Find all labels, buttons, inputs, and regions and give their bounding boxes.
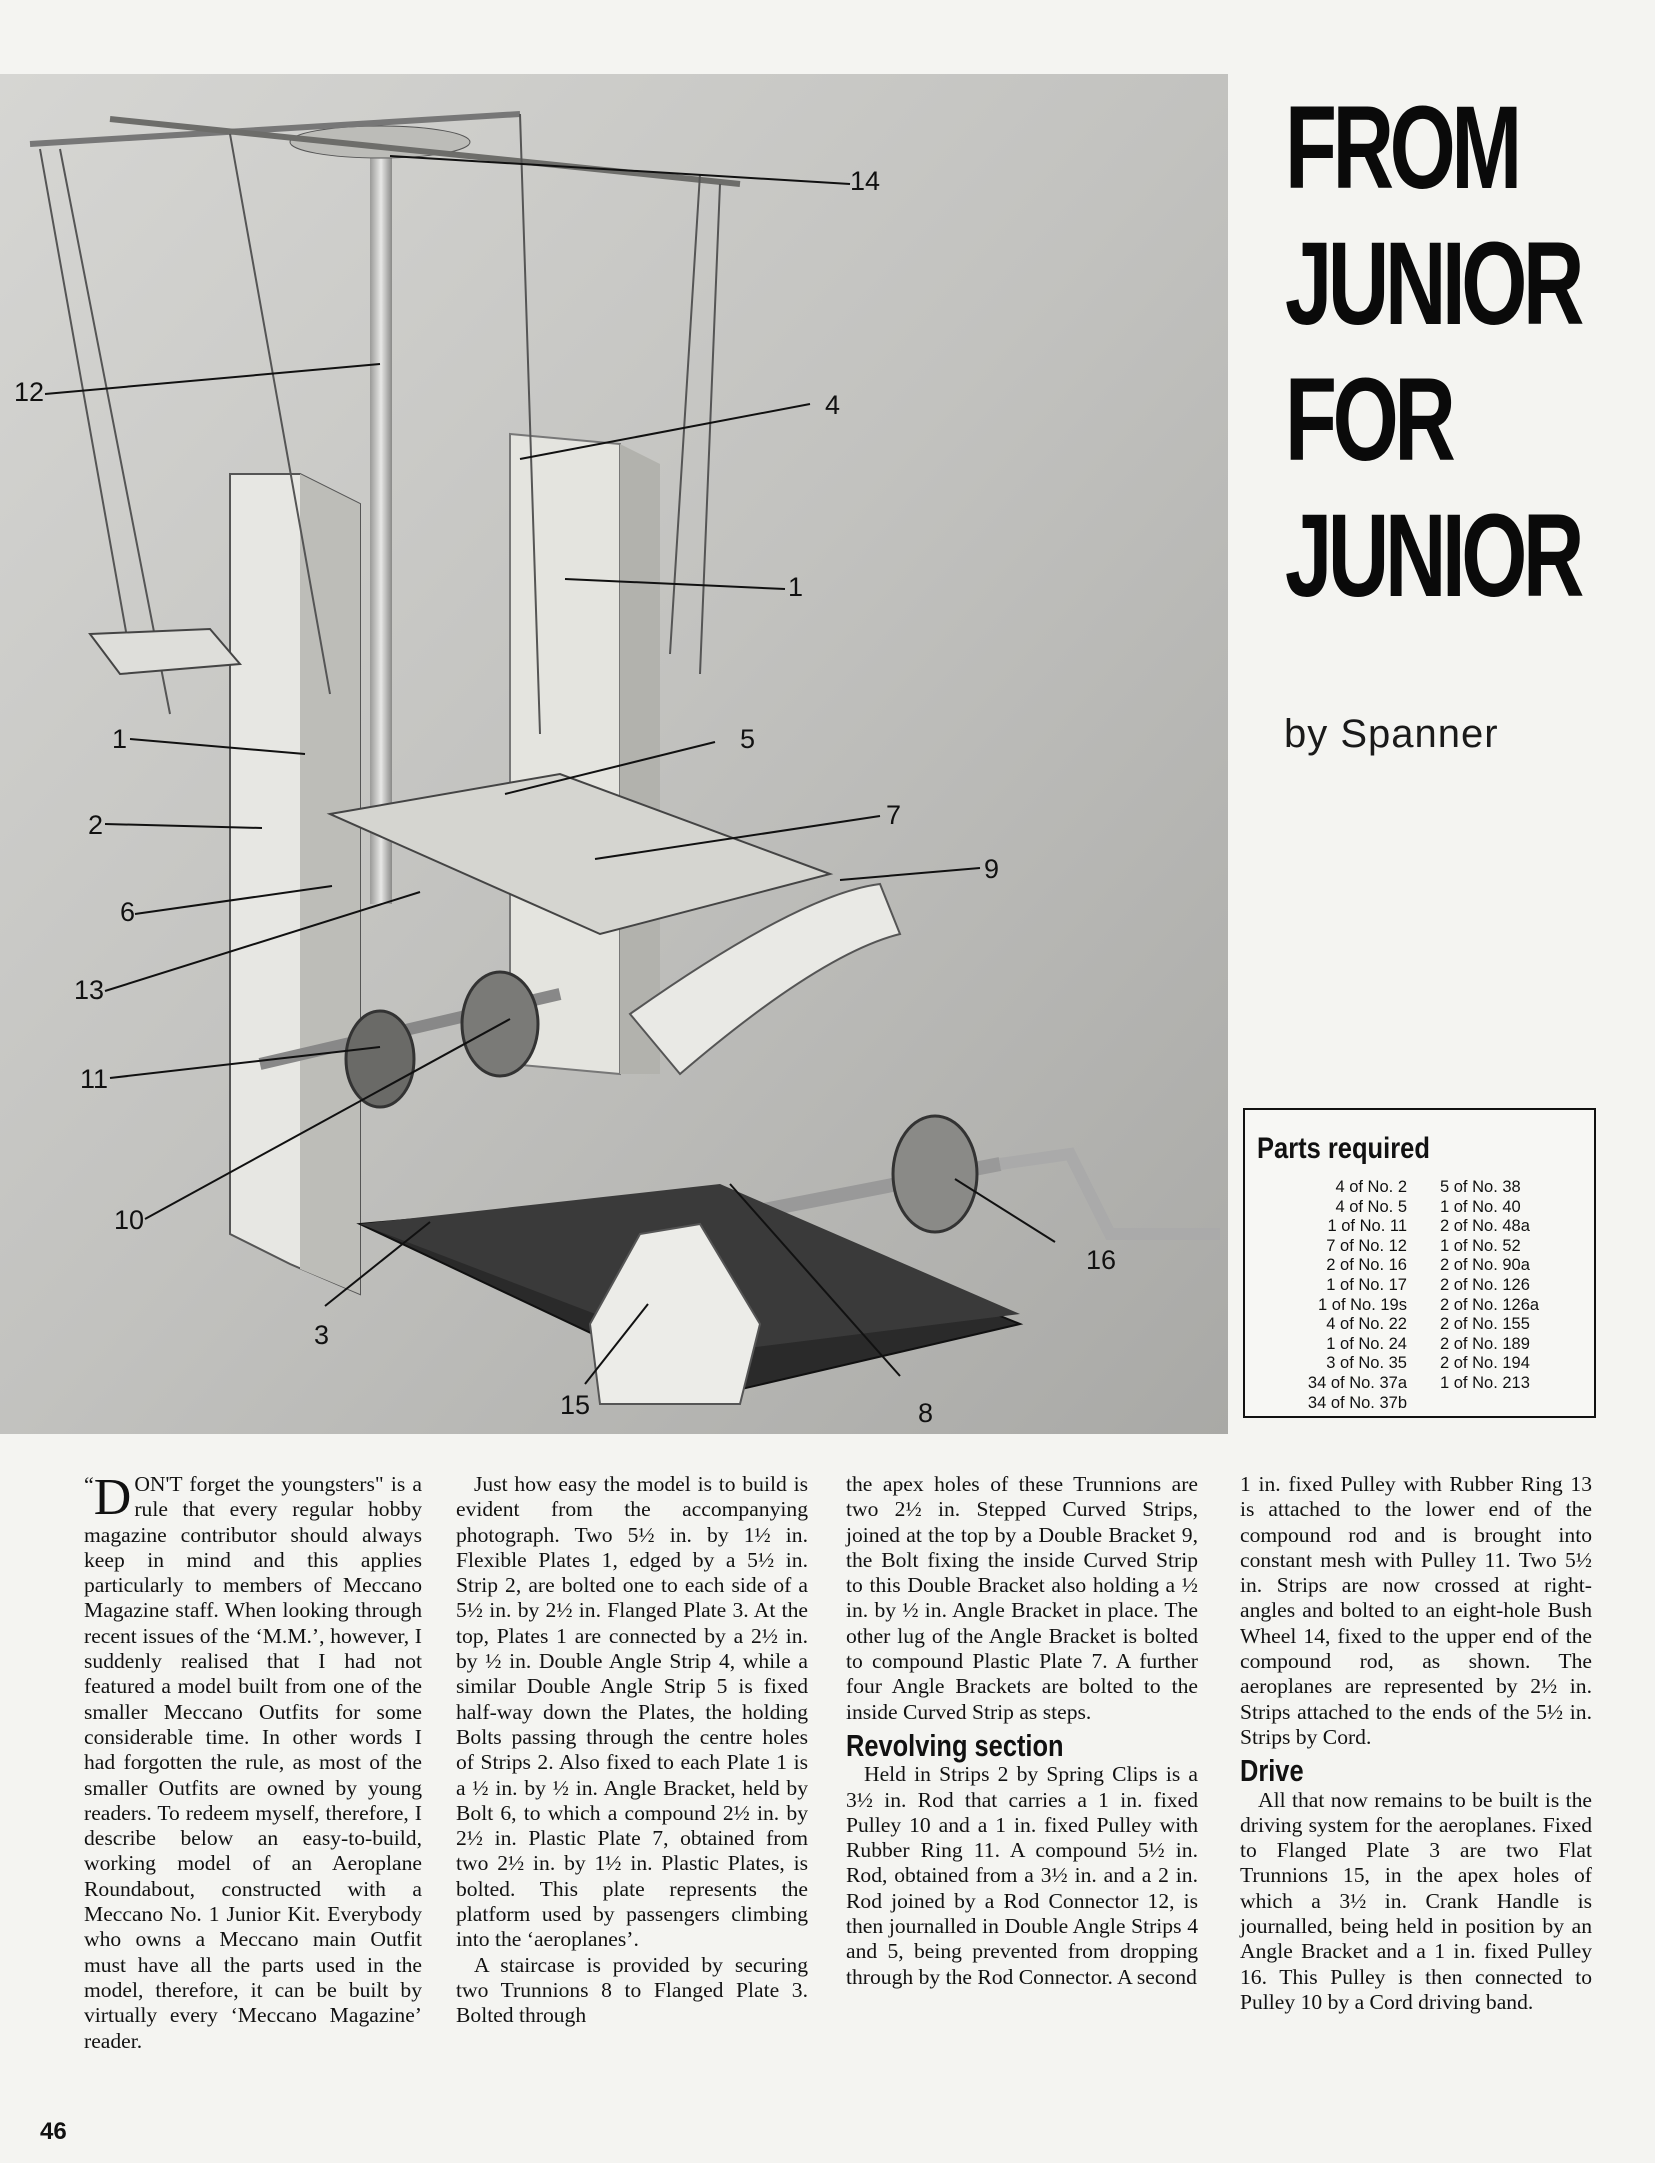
callout-13: 13 [74, 975, 105, 1005]
parts-item: 1 of No. 40 [1440, 1197, 1521, 1216]
callout-3: 3 [314, 1320, 330, 1350]
parts-item: 1 of No. 19s [1318, 1295, 1407, 1314]
callout-5: 5 [740, 724, 756, 754]
headline-line-1: FROM [1285, 82, 1518, 214]
article-paragraph-6: 1 in. fixed Pulley with Rubber Ring 13 is attached to the lower end of the compound rod and is brought into constant mesh with Pulley 11. Two 5½ in. Strips are now crossed at right-angles and bolted to an eight-hole Bush Wheel 14, fixed to the upper end of the compound rod, as shown. The aeroplanes are represented by 2½ in. Strips attached to the ends of the 5½ in. Strips by Cord. [1240, 1472, 1592, 1749]
parts-item: 2 of No. 126a [1440, 1295, 1540, 1314]
article-paragraph-5: Held in Strips 2 by Spring Clips is a 3½ in. Rod that carries a 1 in. fixed Pulley 10 and a 1 in. fixed Pulley with Rubber Ring 11. A compound 5½ in. Rod, obtained from a 3½ in. and a 2 in. Rod joined by a Rod Connector 12, is then journalled in Double Angle Strips 4 and 5, being prevented from dropping through by the Rod Connector. A second [846, 1762, 1198, 1989]
callout-16: 16 [1086, 1245, 1117, 1275]
callout-8: 8 [918, 1398, 934, 1428]
drop-cap: D [93, 1469, 132, 1526]
parts-item: 2 of No. 189 [1440, 1334, 1530, 1353]
headline-line-3: FOR [1285, 354, 1452, 486]
parts-item: 34 of No. 37a [1307, 1373, 1407, 1392]
parts-item: 1 of No. 17 [1326, 1275, 1407, 1294]
parts-item: 2 of No. 155 [1440, 1315, 1530, 1334]
callout-9: 9 [984, 854, 1000, 884]
open-quote: “ [84, 1472, 94, 1497]
callout-14: 14 [850, 166, 881, 196]
headline-line-2: JUNIOR [1285, 218, 1581, 350]
section-heading-drive: Drive [1240, 1753, 1304, 1789]
parts-title: Parts required [1257, 1132, 1430, 1165]
article-paragraph-2: Just how easy the model is to build is evident from the accompanying photograph. Two 5½ in. by 1½ in. Flexible Plates 1, edged by a 5½ in. Strip 2, are bolted one to each side of a 5½ in. by 2½ in. Flanged Plate 3. At the top, Plates 1 are connected by a 2½ in. by ½ in. Double Angle Strip 4, while a similar Double Angle Strip 5 is fixed half-way down the Plates, the holding Bolts passing through the centre holes of Strips 2. Also fixed to each Plate 1 is a ½ in. by ½ in. Angle Bracket, held by Bolt 6, to which a compound 2½ in. by 2½ in. Plastic Plate 7, obtained from two 2½ in. by 1½ in. Plastic Plates, is bolted. This plate represents the platform used by passengers climbing into the ‘aeroplanes’. [456, 1472, 808, 1952]
callout-1-left: 1 [112, 724, 128, 754]
parts-item: 1 of No. 52 [1440, 1236, 1521, 1255]
byline: by Spanner [1284, 712, 1499, 756]
callout-10: 10 [114, 1205, 145, 1235]
callout-12: 12 [14, 377, 45, 407]
callout-6: 6 [120, 897, 136, 927]
article-column-3 [846, 1472, 1198, 1990]
parts-item: 34 of No. 37b [1307, 1393, 1407, 1412]
paragraph-text: ON'T forget the youngsters" is a rule that every regular hobby magazine contributor should always keep in mind and this applies particularly to members of Meccano Magazine staff. When looking through recent issues of the ‘M.M.’, however, I suddenly realised that I had not featured a model built from one of the smaller Meccano Outfits for some considerable time. In other words I had forgotten the rule, as most of the smaller Outfits are owned by young readers. To redeem myself, therefore, I describe below an easy-to-build, working model of an Aeroplane Roundabout, constructed with a Meccano No. 1 Junior Kit. Everybody who owns a Meccano main Outfit must have all the parts used in the model, therefore, it can be built by virtually every ‘Meccano Magazine’ reader. [84, 1472, 422, 2053]
article-column-2 [456, 1472, 808, 2029]
callout-1-right: 1 [788, 572, 804, 602]
headline-line-4: JUNIOR [1285, 490, 1581, 622]
parts-item: 4 of No. 5 [1335, 1197, 1407, 1216]
parts-item: 2 of No. 48a [1440, 1217, 1530, 1236]
parts-item: 3 of No. 35 [1326, 1354, 1407, 1373]
parts-item: 2 of No. 194 [1440, 1354, 1530, 1373]
article-headline [1285, 80, 1581, 624]
page-number: 46 [40, 2118, 67, 2145]
article-paragraph-7: All that now remains to be built is the driving system for the aeroplanes. Fixed to Flanged Plate 3 are two Flat Trunnions 15, in the apex holes of which a 3½ in. Crank Handle is journalled, being held in position by an Angle Bracket and a 1 in. fixed Pulley 16. This Pulley is then connected to Pulley 10 by a Cord driving band. [1240, 1787, 1592, 2014]
parts-required-box [1243, 1108, 1596, 1418]
parts-item: 1 of No. 24 [1326, 1334, 1407, 1353]
model-photograph [0, 74, 1228, 1434]
parts-item: 2 of No. 90a [1440, 1256, 1530, 1275]
section-heading-revolving: Revolving section [846, 1727, 1064, 1763]
parts-item: 5 of No. 38 [1440, 1178, 1521, 1196]
article-paragraph-1 [84, 1469, 422, 2054]
callout-7: 7 [886, 800, 902, 830]
parts-column-1 [1257, 1178, 1407, 1413]
callout-15: 15 [560, 1390, 591, 1420]
parts-item: 4 of No. 2 [1335, 1178, 1407, 1196]
parts-item: 2 of No. 16 [1326, 1256, 1407, 1275]
callout-2: 2 [88, 810, 104, 840]
article-paragraph-3: A staircase is provided by securing two Trunnions 8 to Flanged Plate 3. Bolted through [456, 1952, 808, 2028]
parts-item: 4 of No. 22 [1326, 1315, 1407, 1334]
parts-item: 7 of No. 12 [1326, 1236, 1407, 1255]
article-column-4 [1240, 1472, 1592, 2015]
parts-column-2 [1440, 1178, 1539, 1394]
article-paragraph-4: the apex holes of these Trunnions are two 2½ in. Stepped Curved Strips, joined at the top by a Double Bracket 9, the Bolt fixing the inside Curved Strip to this Double Bracket also holding a ½ in. by ½ in. Angle Bracket in place. The other lug of the Angle Bracket is bolted to compound Plastic Plate 7. A further four Angle Brackets are bolted to the inside Curved Strip as steps. [846, 1472, 1198, 1724]
callout-4: 4 [825, 390, 841, 420]
callout-11: 11 [80, 1064, 109, 1094]
article-column-1 [84, 1469, 422, 2054]
parts-item: 1 of No. 213 [1440, 1373, 1530, 1392]
parts-item: 1 of No. 11 [1327, 1217, 1407, 1236]
parts-item: 2 of No. 126 [1440, 1275, 1530, 1294]
aeroplane-roundabout-photo [0, 74, 1228, 1434]
